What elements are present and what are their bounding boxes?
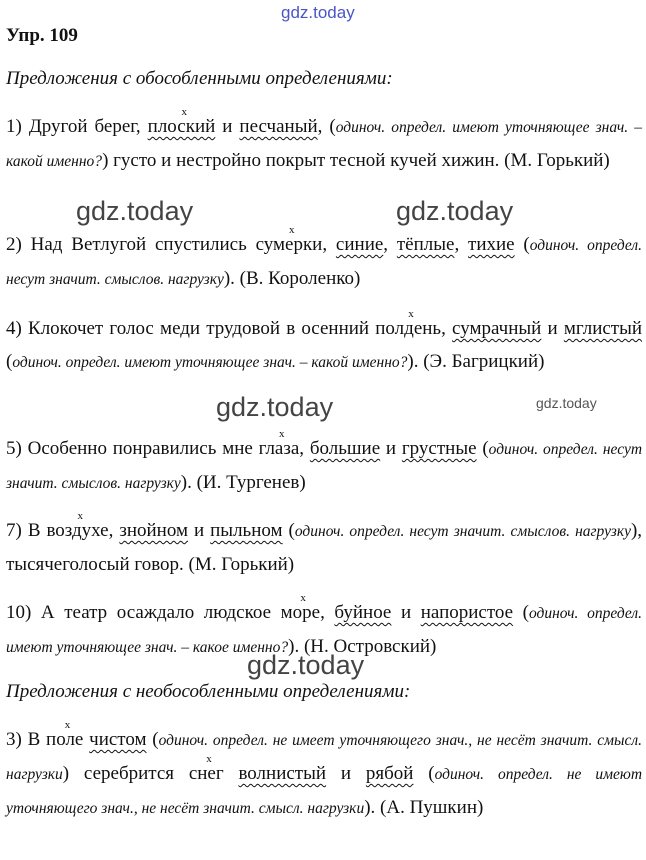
definition-word: чистом bbox=[89, 729, 147, 750]
definition-word: грустные bbox=[401, 438, 477, 459]
sentence-3: 3) В x поле чистом (одиноч. определ. не имеет уточняющего знач., не несёт значит. смысл. нагрузки) серебрится x снег волнистый и рябой (одиноч. определ. не имеют уточняющего знач., не несёт значит. смысл. нагрузки). (А. Пушкин) bbox=[6, 723, 642, 825]
section-heading-isolated: Предложения с обособленными определениями: bbox=[6, 68, 393, 89]
definition-word: буйное bbox=[334, 602, 392, 623]
sentence-5: 5) Особенно понравились мне x глаза, большие и грустные (одиноч. определ. несут значит. смыслов. нагрузку). (И. Тургенев) bbox=[6, 432, 642, 500]
sentence-1: 1) Другой берег, x плоский и песчаный, (одиноч. определ. имеют уточняющее знач. – какой именно?) густо и нестройно покрыт тесной кучей хижин. (М. Горький) bbox=[6, 110, 642, 178]
subject-word: x воздухе bbox=[46, 514, 108, 547]
definition-word: мглистый bbox=[563, 318, 643, 339]
watermark-top: gdz.today bbox=[281, 3, 355, 22]
definition-word: знойном bbox=[119, 520, 189, 541]
subject-word: x сумерки bbox=[256, 228, 323, 261]
grammar-note: одиноч. определ. не имеют уточняющего знач., не несёт значит. смысл. нагрузки bbox=[6, 766, 643, 817]
watermark: gdz.today bbox=[76, 196, 194, 226]
grammar-note: одиноч. определ. имеют уточняющее знач. – какой именно? bbox=[12, 354, 408, 371]
grammar-note: одиноч. определ. имеют уточняющее знач. – какой именно? bbox=[6, 119, 643, 170]
grammar-note: одиноч. определ. несут значит. смыслов. нагрузку bbox=[294, 523, 631, 540]
sentence-2: 2) Над Ветлугой спустились x сумерки, синие, тёплые, тихие (одиноч. определ. несут значит. смыслов. нагрузку). (В. Короленко) bbox=[6, 228, 642, 296]
watermark: gdz.today bbox=[216, 392, 334, 422]
definition-word: рябой bbox=[365, 763, 414, 784]
sentence-4: 4) Клокочет голос меди трудовой в осенний x полдень, сумрачный и мглистый (одиноч. определ. имеют уточняющее знач. – какой именно?). (Э. Багрицкий) bbox=[6, 312, 642, 379]
watermark: gdz.today bbox=[396, 196, 514, 226]
grammar-note: одиноч. определ. не имеет уточняющего знач., не несёт значит. смысл. нагрузки bbox=[6, 732, 643, 783]
subject-word: x полдень bbox=[375, 312, 441, 345]
definition-word: x плоский bbox=[148, 110, 216, 143]
definition-word: напористое bbox=[420, 602, 514, 623]
subject-word: x снег bbox=[189, 757, 224, 790]
sentence-7: 7) В x воздухе, знойном и пыльном (одиноч. определ. несут значит. смыслов. нагрузку), тысячеголосый говор. (М. Горький) bbox=[6, 514, 642, 581]
subject-word: x море bbox=[281, 596, 320, 629]
subject-word: x поле bbox=[46, 723, 83, 756]
definition-word: песчаный bbox=[239, 116, 318, 137]
definition-word: пыльном bbox=[210, 520, 283, 541]
definition-word: тихие bbox=[468, 234, 515, 255]
grammar-note: одиноч. определ. имеют уточняющее знач. – какое именно? bbox=[6, 605, 643, 656]
watermark: gdz.today bbox=[247, 650, 365, 680]
subject-word: x глаза bbox=[259, 432, 300, 465]
definition-word: синие bbox=[335, 234, 384, 255]
definition-word: тёплые bbox=[396, 234, 455, 255]
section-heading-non-isolated: Предложения с необособленными определениями: bbox=[6, 681, 411, 702]
grammar-note: одиноч. определ. несут значит. смыслов. нагрузку bbox=[6, 237, 643, 288]
exercise-title: Упр. 109 bbox=[6, 25, 78, 46]
watermark: gdz.today bbox=[536, 395, 597, 411]
sentence-10: 10) А театр осаждало людское x море, буйное и напористое (одиноч. определ. имеют уточняющее знач. – какое именно?). (Н. Островский) bbox=[6, 596, 642, 664]
definition-word: волнистый bbox=[238, 763, 327, 784]
definition-word: сумрачный bbox=[452, 318, 542, 339]
grammar-note: одиноч. определ. несут значит. смыслов. нагрузку bbox=[6, 441, 643, 492]
definition-word: большие bbox=[309, 438, 381, 459]
